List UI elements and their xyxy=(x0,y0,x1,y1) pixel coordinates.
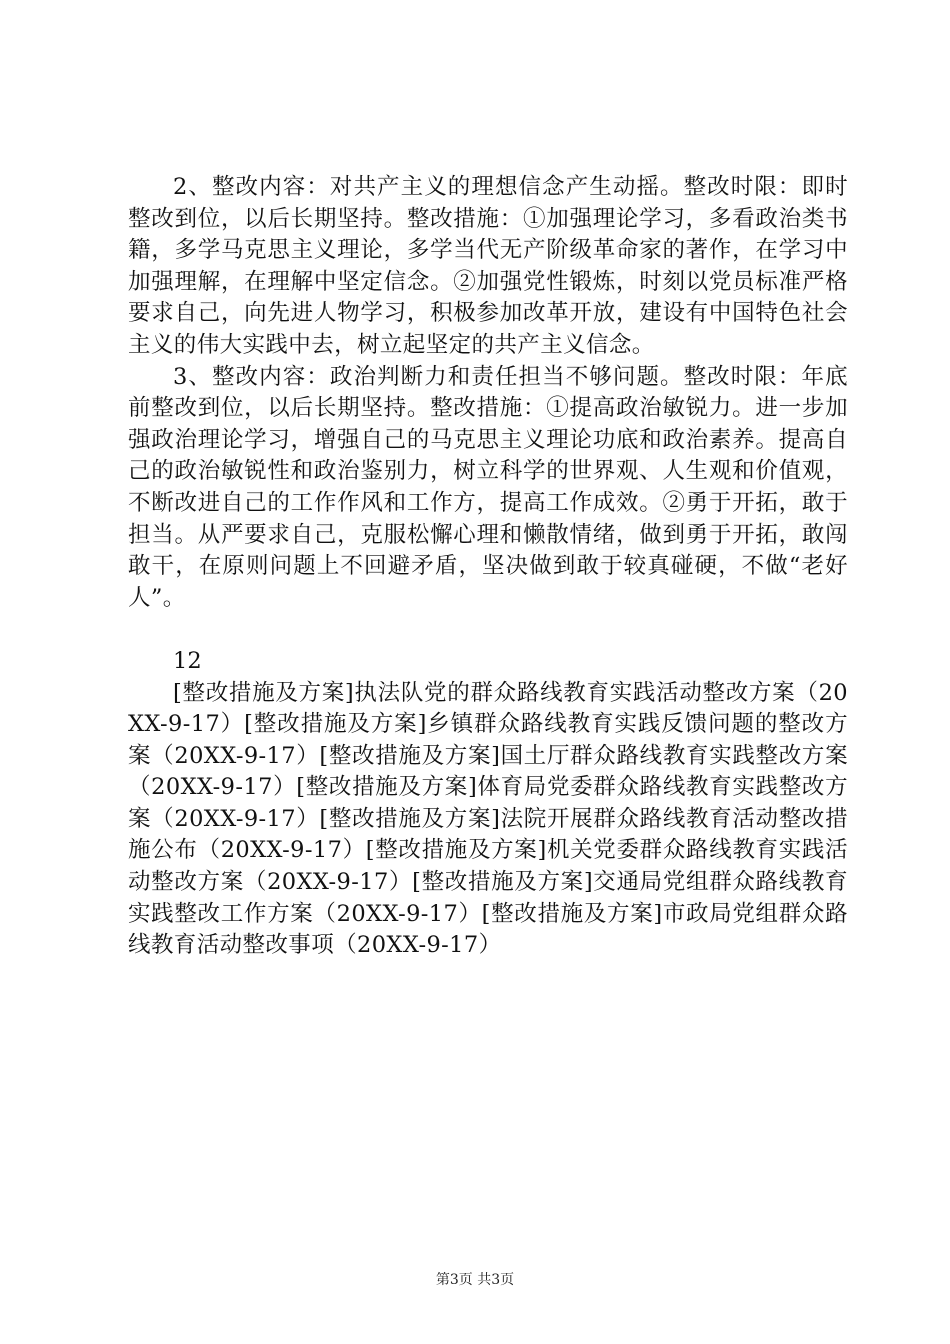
page-footer: 第3页 共3页 xyxy=(435,1272,515,1288)
paragraph-spacer xyxy=(128,614,848,646)
paragraph-rectification-3: 3、整改内容：政治判断力和责任担当不够问题。整改时限：年底前整改到位，以后长期坚持。整改措施：①提高政治敏锐力。进一步加强政治理论学习，增强自己的马克思主义理论功底和政治素养。提高自己的政治敏锐性和政治鉴别力，树立科学的世界观、人生观和价值观，不断改进自己的工作作风和工作方，提高工作成效。②勇于开拓，敢于担当。从严要求自己，克服松懈心理和懒散情绪，做到勇于开拓，敢闯敢干，在原则问题上不回避矛盾，坚决做到敢于较真碰硬，不做“老好人”。 xyxy=(128,363,848,611)
document-body xyxy=(128,172,848,962)
section-number: 12 xyxy=(173,647,202,674)
paragraph-rectification-2: 2、整改内容：对共产主义的理想信念产生动摇。整改时限：即时整改到位，以后长期坚持。整改措施：①加强理论学习，多看政治类书籍，多学马克思主义理论，多学当代无产阶级革命家的著作，在学习中加强理解，在理解中坚定信念。②加强党性锻炼，时刻以党员标准严格要求自己，向先进人物学习，积极参加改革开放，建设有中国特色社会主义的伟大实践中去，树立起坚定的共产主义信念。 xyxy=(128,174,848,358)
related-links-paragraph: [整改措施及方案]执法队党的群众路线教育实践活动整改方案（20XX-9-17）[整改措施及方案]乡镇群众路线教育实践反馈问题的整改方案（20XX-9-17）[整改措施及方案]国土厅群众路线教育实践整改方案（20XX-9-17）[整改措施及方案]体育局党委群众路线教育实践整改方案（20XX-9-17）[整改措施及方案]法院开展群众路线教育活动整改措施公布（20XX-9-17）[整改措施及方案]机关党委群众路线教育实践活动整改方案（20XX-9-17）[整改措施及方案]交通局党组群众路线教育实践整改工作方案（20XX-9-17）[整改措施及方案]市政局党组群众路线教育活动整改事项（20XX-9-17） xyxy=(128,679,848,959)
